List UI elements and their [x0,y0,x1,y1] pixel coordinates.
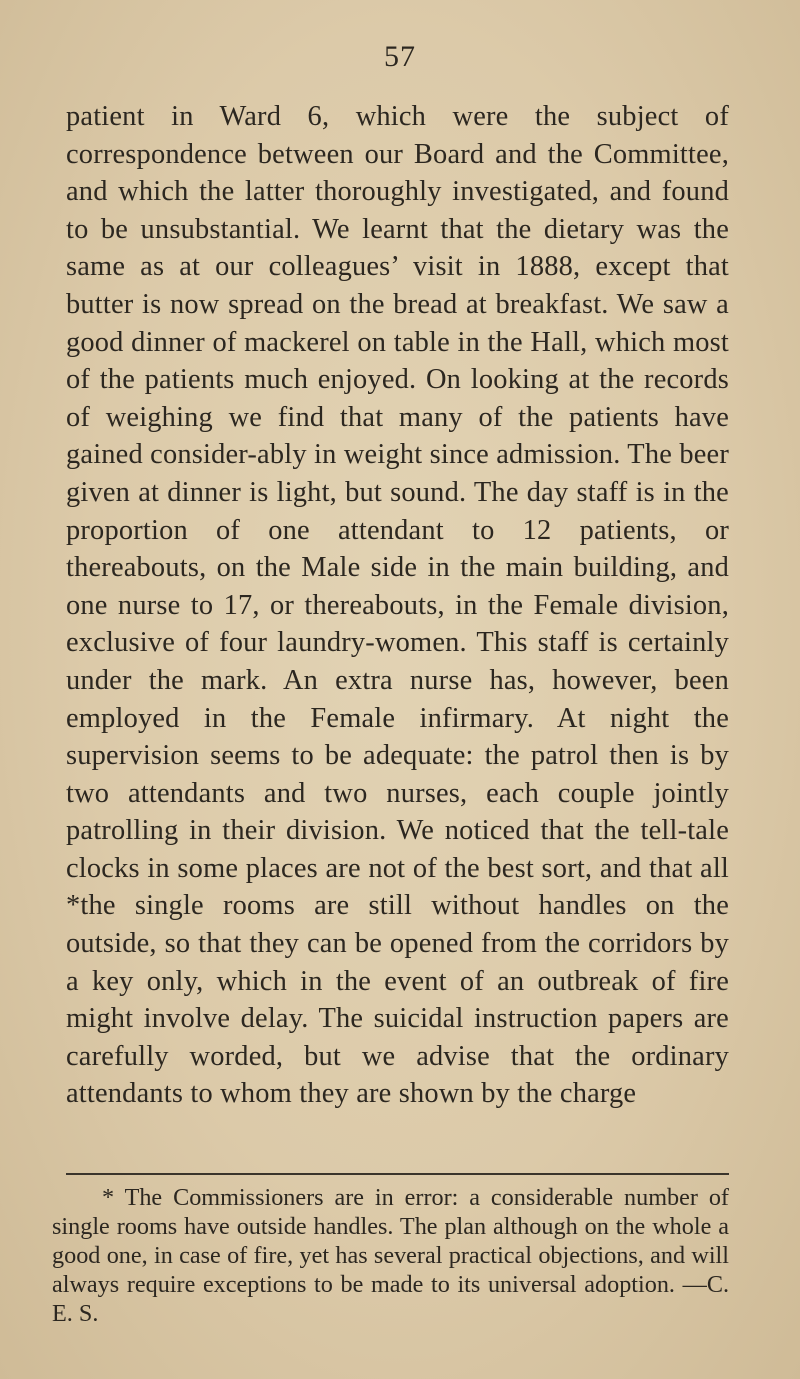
footnote [52,1183,729,1328]
footnote-divider [66,1173,729,1175]
footnote-signature: —C. E. S. [52,1271,729,1327]
body-paragraph: patient in Ward 6, which were the subject of correspondence between our Board and the Committee, and which the latter thoroughly investigated, and found to be unsubstantial. We learnt that the dietary was the same as at our colleagues’ visit in 1888, except that butter is now spread on the bread at breakfast. We saw a good dinner of mackerel on table in the Hall, which most of the patients much enjoyed. On looking at the records of weighing we find that many of the patients have gained consider-ably in weight since admission. The beer given at dinner is light, but sound. The day staff is in the proportion of one attendant to 12 patients, or thereabouts, on the Male side in the main building, and one nurse to 17, or thereabouts, in the Female division, exclusive of four laundry-women. This staff is certainly under the mark. An extra nurse has, however, been employed in the Female infirmary. At night the supervision seems to be adequate: the patrol then is by two attendants and two nurses, each couple jointly patrolling in their division. We noticed that the tell-tale clocks in some places are not of the best sort, and that all *the single rooms are still without handles on the outside, so that they can be opened from the corridors by a key only, which in the event of an outbreak of fire might involve delay. The suicidal instruction papers are carefully worded, but we advise that the ordinary attendants to whom they are shown by the charge [66,101,729,1110]
page-number: 57 [384,40,416,73]
footnote-text: * The Commissioners are in error: a considerable number of single rooms have outside handles. The plan although on the whole a good one, in case of fire, yet has several practical objections, and will always require exceptions to be made to its universal adoption. [52,1184,729,1298]
